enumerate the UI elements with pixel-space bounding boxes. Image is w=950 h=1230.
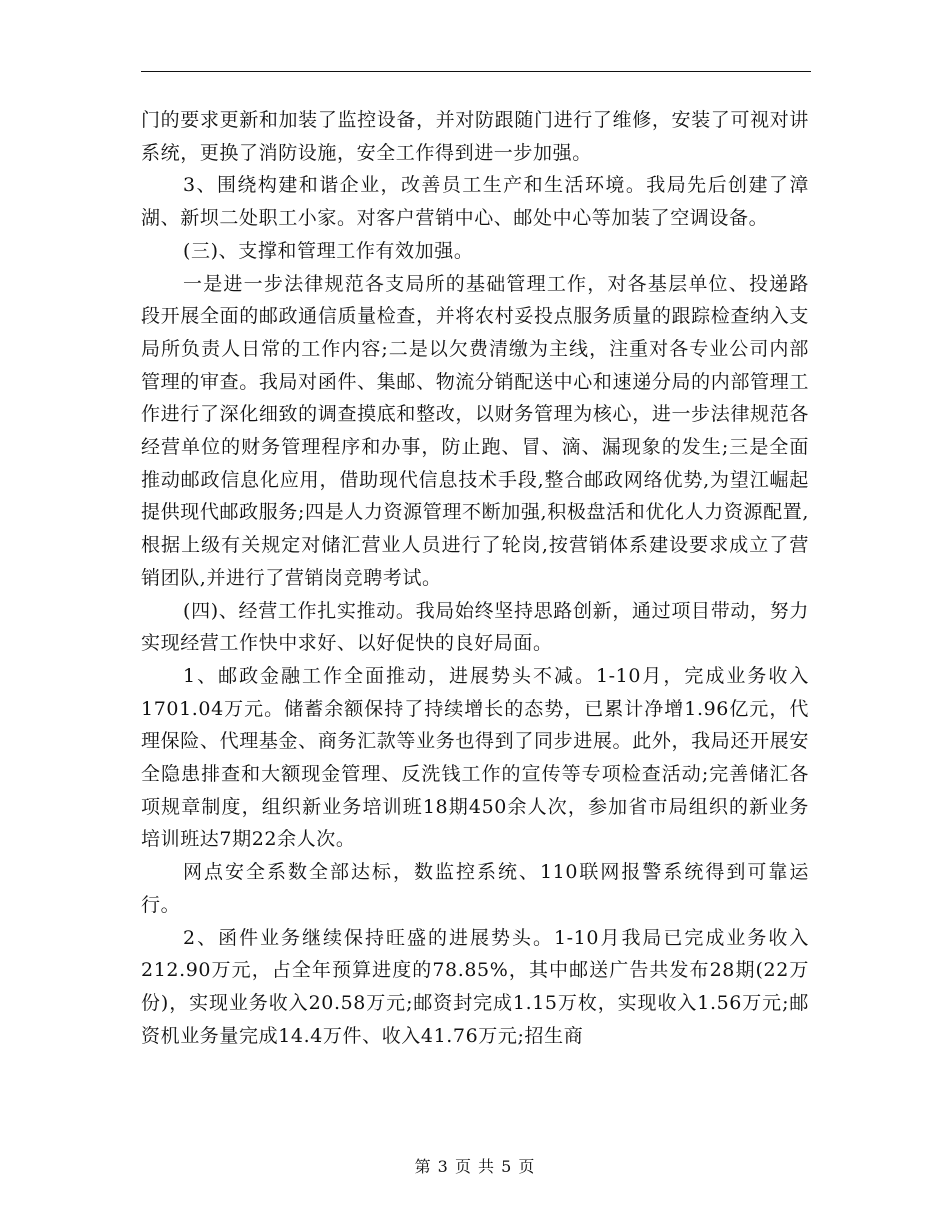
paragraph-1: 门的要求更新和加装了监控设备，并对防跟随门进行了维修，安装了可视对讲系统，更换了消防设施，安全工作得到进一步加强。 [141, 109, 809, 164]
section-heading-3: (三)、支撑和管理工作有效加强。 [183, 239, 474, 262]
page-number-footer: 第 3 页 共 5 页 [414, 1157, 536, 1176]
paragraph-4: 一是进一步法律规范各支局所的基础管理工作，对各基层单位、投递路段开展全面的邮政通信质量检查，并将农村妥投点服务质量的跟踪检查纳入支局所负责人日常的工作内容;二是以欠费清缴为主线，注重对各专业公司内部管理的审查。我局对函件、集邮、物流分销配送中心和速递分局的内部管理工作进行了深化细致的调查摸底和整改，以财务管理为核心，进一步法律规范各经营单位的财务管理程序和办事，防止跑、冒、滴、漏现象的发生;三是全面推动邮政信息化应用，借助现代信息技术手段,整合邮政网络优势,为望江崛起提供现代邮政服务;四是人力资源管理不断加强,积极盘活和优化人力资源配置,根据上级有关规定对储汇营业人员进行了轮岗,按营销体系建设要求成立了营销团队,并进行了营销岗竞聘考试。 [141, 272, 809, 589]
paragraph-7: 网点安全系数全部达标，数监控系统、110联网报警系统得到可靠运行。 [141, 861, 809, 916]
section-heading-4: (四)、经营工作扎实推动。我局始终坚持思路创新，通过项目带动，努力实现经营工作快中求好、以好促快的良好局面。 [141, 599, 809, 655]
header-rule [141, 71, 811, 72]
paragraph-2: 3、围绕构建和谐企业，改善员工生产和生活环境。我局先后创建了漳湖、新坝二处职工小家。对客户营销中心、邮处中心等加装了空调设备。 [141, 174, 809, 230]
paragraph-6: 1、邮政金融工作全面推动，进展势头不减。1-10月，完成业务收入1701.04万元。储蓄余额保持了持续增长的态势，已累计净增1.96亿元，代理保险、代理基金、商务汇款等业务也得到了同步进展。此外，我局还开展安全隐患排查和大额现金管理、反洗钱工作的宣传等专项检查活动;完善储汇各项规章制度，组织新业务培训班18期450余人次，参加省市局组织的新业务培训班达7期22余人次。 [141, 664, 809, 851]
paragraph-8: 2、函件业务继续保持旺盛的进展势头。1-10月我局已完成业务收入212.90万元，占全年预算进度的78.85%，其中邮送广告共发布28期(22万份)，实现业务收入20.58万元;邮资封完成1.15万枚，实现收入1.56万元;邮资机业务量完成14.4万件、收入41.76万元;招生商 [141, 926, 809, 1047]
body-text [141, 104, 809, 1052]
